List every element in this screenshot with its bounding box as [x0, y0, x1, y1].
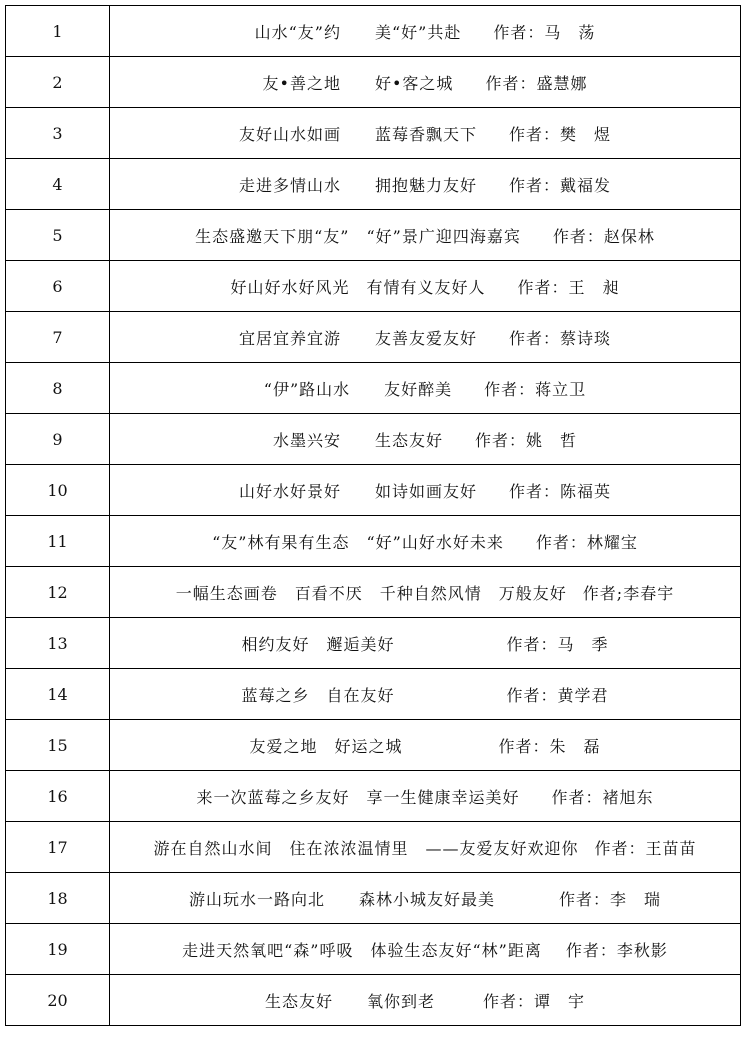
entry-title: 水墨兴安 生态友好	[272, 430, 443, 450]
row-number: 7	[6, 312, 110, 363]
row-content	[110, 924, 741, 975]
table-row	[6, 261, 741, 312]
entry-title: 好山好水好风光 有情有义友好人	[230, 277, 486, 297]
entry-author: 作者：李秋影	[565, 940, 668, 960]
row-number: 5	[6, 210, 110, 261]
row-number: 4	[6, 159, 110, 210]
row-number: 10	[6, 465, 110, 516]
entry-title: 友好山水如画 蓝莓香飘天下	[238, 124, 477, 144]
row-number: 9	[6, 414, 110, 465]
entry-author: 作者;李春宇	[582, 583, 675, 603]
row-content	[110, 159, 741, 210]
entry-title: 友爱之地 好运之城	[249, 736, 403, 756]
row-content	[110, 57, 741, 108]
row-number: 18	[6, 873, 110, 924]
entry-title: 走进多情山水 拥抱魅力友好	[238, 175, 477, 195]
entry-title: 山好水好景好 如诗如画友好	[238, 481, 477, 501]
entry-author: 作者：蔡诗琰	[509, 328, 612, 348]
entries-sheet	[5, 5, 741, 1046]
entry-title: 相约友好 邂逅美好	[241, 634, 395, 654]
row-content	[110, 720, 741, 771]
row-content	[110, 261, 741, 312]
entry-title: 友•善之地 好•客之城	[262, 73, 454, 93]
entry-author: 作者：赵保林	[552, 226, 655, 246]
entry-author: 作者：姚 哲	[475, 430, 578, 450]
entry-title: “友”林有果有生态 “好”山好水好未来	[212, 532, 504, 552]
row-content	[110, 465, 741, 516]
table-row	[6, 720, 741, 771]
table-row	[6, 363, 741, 414]
entry-title: 走进天然氧吧“森”呼吸 体验生态友好“林”距离	[182, 940, 542, 960]
entry-title: 蓝莓之乡 自在友好	[241, 685, 395, 705]
row-number: 14	[6, 669, 110, 720]
row-content	[110, 669, 741, 720]
table-row	[6, 873, 741, 924]
entry-author: 作者：王苗苗	[594, 838, 697, 858]
entry-author: 作者：马 荡	[493, 22, 596, 42]
row-number: 2	[6, 57, 110, 108]
row-number: 16	[6, 771, 110, 822]
table-row	[6, 771, 741, 822]
row-content	[110, 822, 741, 873]
entry-title: 生态盛邀天下朋“友” “好”景广迎四海嘉宾	[195, 226, 521, 246]
entry-author: 作者：林耀宝	[535, 532, 638, 552]
entry-author: 作者：蒋立卫	[484, 379, 587, 399]
table-row	[6, 618, 741, 669]
table-row	[6, 465, 741, 516]
row-content	[110, 414, 741, 465]
entry-author: 作者：王 昶	[517, 277, 620, 297]
table-row	[6, 516, 741, 567]
row-number: 19	[6, 924, 110, 975]
entry-author: 作者：盛慧娜	[485, 73, 588, 93]
entry-title: 一幅生态画卷 百看不厌 千种自然风情 万般友好	[175, 583, 567, 603]
row-content	[110, 618, 741, 669]
row-number: 8	[6, 363, 110, 414]
table-row	[6, 108, 741, 159]
table-row	[6, 567, 741, 618]
entry-title: “伊”路山水 友好醉美	[263, 379, 453, 399]
row-number: 6	[6, 261, 110, 312]
entry-author: 作者：马 季	[506, 634, 609, 654]
table-row	[6, 57, 741, 108]
row-content	[110, 516, 741, 567]
table-row	[6, 822, 741, 873]
entry-author: 作者：朱 磊	[498, 736, 601, 756]
row-number: 13	[6, 618, 110, 669]
row-content	[110, 975, 741, 1026]
entry-author: 作者：李 瑞	[559, 889, 662, 909]
entry-author: 作者：黄学君	[506, 685, 609, 705]
table-row	[6, 159, 741, 210]
row-content	[110, 873, 741, 924]
table-row	[6, 6, 741, 57]
row-content	[110, 6, 741, 57]
table-row	[6, 312, 741, 363]
row-number: 20	[6, 975, 110, 1026]
entry-author: 作者：谭 宇	[483, 991, 586, 1011]
entry-title: 来一次蓝莓之乡友好 享一生健康幸运美好	[196, 787, 520, 807]
entry-author: 作者：樊 煜	[509, 124, 612, 144]
row-number: 12	[6, 567, 110, 618]
row-content	[110, 567, 741, 618]
table-row	[6, 414, 741, 465]
row-number: 1	[6, 6, 110, 57]
row-number: 3	[6, 108, 110, 159]
table-row	[6, 975, 741, 1026]
entry-author: 作者：褚旭东	[551, 787, 654, 807]
entries-table-body	[6, 6, 741, 1026]
entry-author: 作者：陈福英	[509, 481, 612, 501]
row-number: 17	[6, 822, 110, 873]
table-row	[6, 669, 741, 720]
row-content	[110, 210, 741, 261]
row-content	[110, 771, 741, 822]
entry-author: 作者：戴福发	[509, 175, 612, 195]
table-row	[6, 210, 741, 261]
row-content	[110, 312, 741, 363]
entry-title: 山水“友”约 美“好”共赴	[254, 22, 462, 42]
table-row	[6, 924, 741, 975]
row-content	[110, 108, 741, 159]
row-number: 15	[6, 720, 110, 771]
entry-title: 生态友好 氧你到老	[264, 991, 435, 1011]
row-content	[110, 363, 741, 414]
entries-table	[5, 5, 741, 1026]
entry-title: 游在自然山水间 住在浓浓温情里 ——友爱友好欢迎你	[153, 838, 579, 858]
row-number: 11	[6, 516, 110, 567]
entry-title: 宜居宜养宜游 友善友爱友好	[238, 328, 477, 348]
entry-title: 游山玩水一路向北 森林小城友好最美	[188, 889, 495, 909]
